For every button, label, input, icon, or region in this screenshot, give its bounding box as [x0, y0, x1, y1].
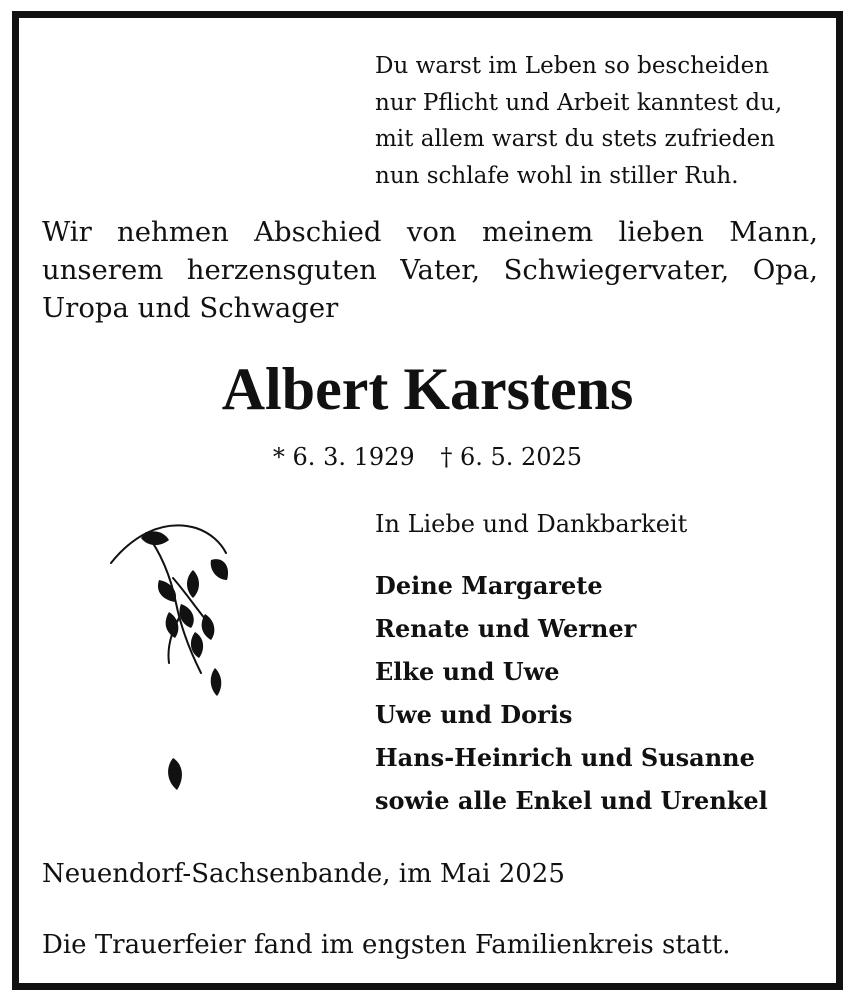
poem-line: Du warst im Leben so bescheiden — [375, 53, 770, 79]
birch-branch-icon — [101, 508, 241, 808]
family-member: Uwe und Doris — [375, 700, 573, 729]
family-list — [375, 564, 768, 822]
family-member: Hans-Heinrich und Susanne — [375, 743, 755, 772]
poem-line: mit allem warst du stets zufrieden — [375, 126, 776, 152]
family-member: sowie alle Enkel und Urenkel — [375, 786, 768, 815]
poem-line: nun schlafe wohl in stiller Ruh. — [375, 162, 739, 189]
place-and-date: Neuendorf-Sachsenbande, im Mai 2025 — [42, 859, 565, 889]
poem-line: nur Pflicht und Arbeit kanntest du, — [375, 89, 783, 116]
obituary-notice — [12, 11, 843, 990]
family-member: Renate und Werner — [375, 614, 637, 643]
thanks-line: In Liebe und Dankbarkeit — [375, 510, 688, 538]
family-member: Elke und Uwe — [375, 657, 560, 686]
death-date: † 6. 5. 2025 — [440, 443, 583, 471]
family-member: Deine Margarete — [375, 571, 603, 600]
life-dates — [19, 441, 836, 473]
funeral-note: Die Trauerfeier fand im engsten Familienkreis statt. — [42, 930, 731, 960]
birth-date: * 6. 3. 1929 — [272, 443, 415, 471]
farewell-text: Wir nehmen Abschied von meinem lieben Mann, unserem herzensguten Vater, Schwiegervater, Opa, Uropa und Schwager — [42, 216, 818, 324]
deceased-name: Albert Karstens — [221, 356, 634, 422]
poem — [375, 48, 782, 194]
